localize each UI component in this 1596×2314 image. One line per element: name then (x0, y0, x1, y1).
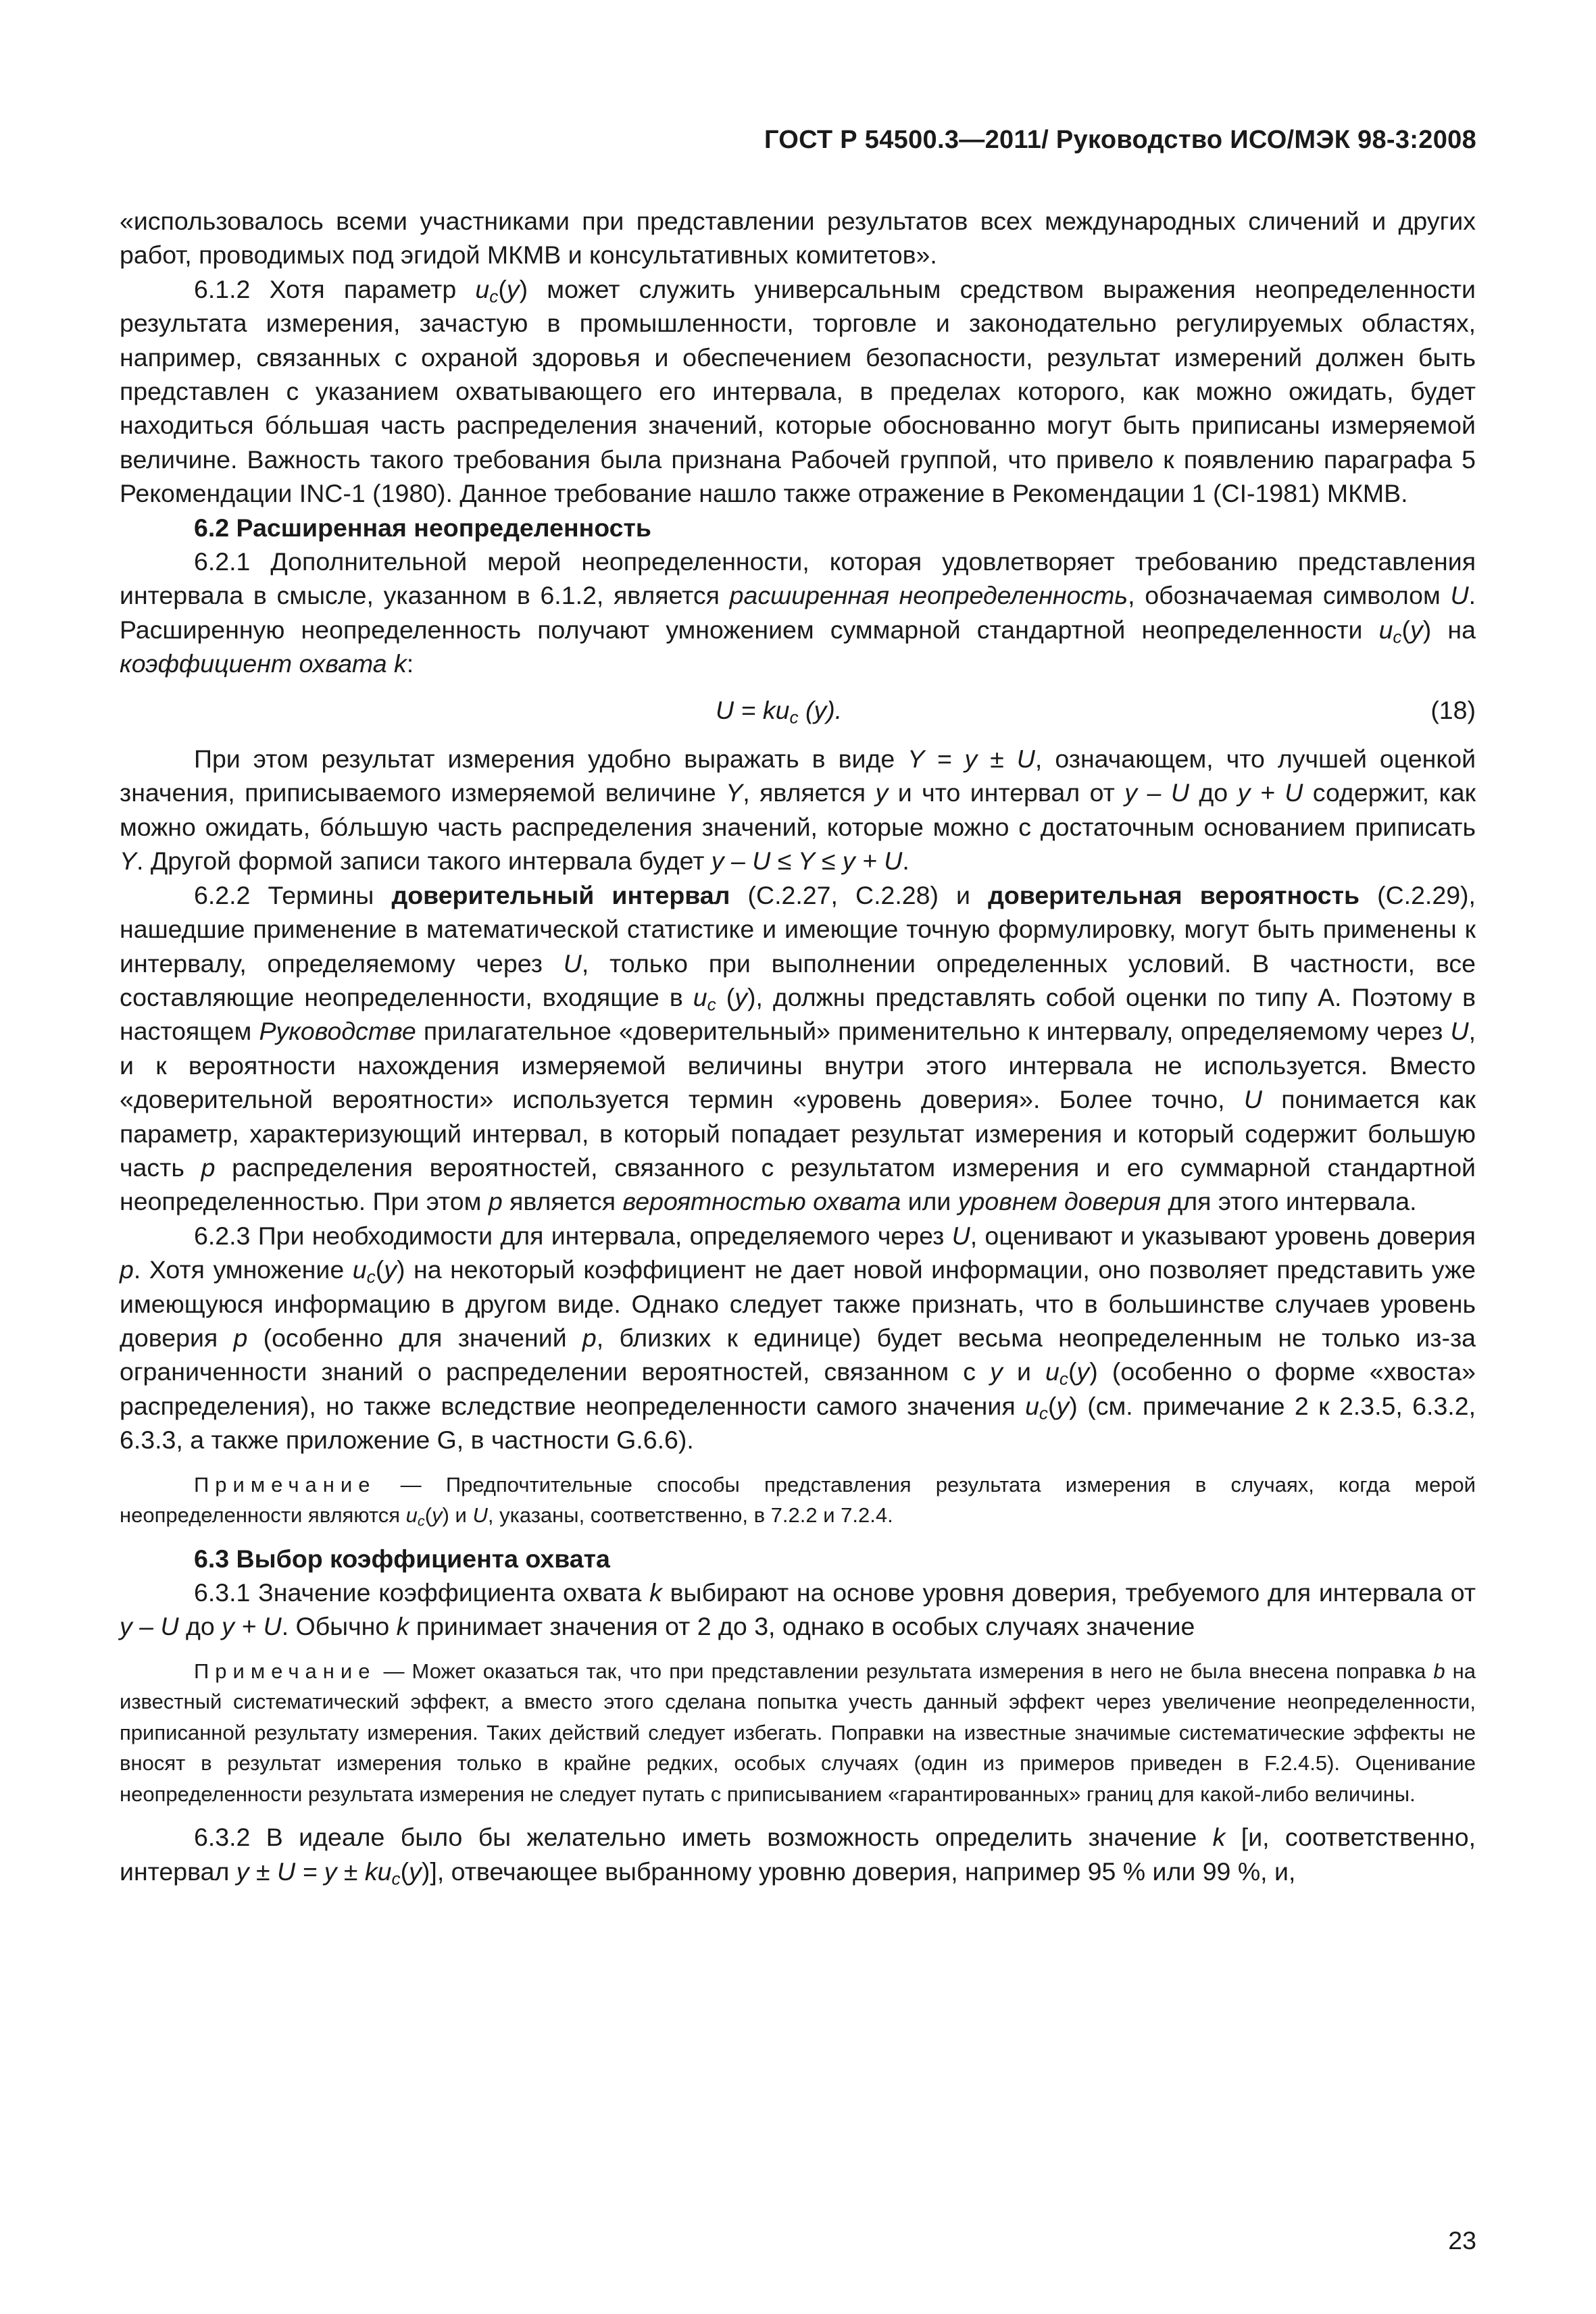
heading-6-3: 6.3 Выбор коэффициента охвата (194, 1544, 610, 1573)
formula-number: (18) (1430, 695, 1476, 724)
formula-expression: $U = ku_c$ (y). (716, 695, 843, 728)
paragraph-6-1-2: 6.1.2 Хотя параметр $u_c(y)$ может служить универсальным средством выражения неопределенности результата измерения, зачастую в промышленности, торговле и законодательно регулируемых областях, например, связанных с охраной здоровья и обеспечением безопасности, результат измерений должен быть представлен с указанием охватывающего его интервала, в пределах которого, как можно ожидать, будет находиться бóльшая часть распределения значений, которые обоснованно могут быть приписаны измеряемой величине. Важность такого требования была признана Рабочей группой, что привело к появлению параграфа 5 Рекомендации INC-1 (1980). Данное требование нашло также отражение в Рекомендации 1 (CI-1981) МКМВ. (120, 274, 1476, 508)
paragraph-6-2-1: 6.2.1 Дополнительной мерой неопределенности, которая удовлетворяет требованию представления интервала в смысле, указанном в 6.1.2, является расширенная неопределенность, обозначаемая символом U. Расширенную неопределенность получают умножением суммарной стандартной неопределенности $u_c(y)$ на коэффициент охвата k: (120, 547, 1476, 678)
running-header: ГОСТ Р 54500.3—2011/ Руководство ИСО/МЭК 98-3:2008 (764, 126, 1476, 154)
page-number: 23 (1448, 2226, 1476, 2255)
paragraph-6-2-2: 6.2.2 Термины доверительный интервал (С.2.27, С.2.28) и доверительная вероятность (С.2.29), нашедшие применение в математической статистике и имеющие точную формулировку, могут быть применены к интервалу, определяемому через U, только при выполнении определенных условий. В частности, все составляющие неопределенности, входящие в $u_c$ (y), должны представлять собой оценки по типу А. Поэтому в настоящем Руководстве прилагательное «доверительный» применительно к интервалу, определяемому через U, и к вероятности нахождения измеряемой величины внутри этого интервала не используется. Вместо «доверительной вероятности» используется термин «уровень доверия». Более точно, U понимается как параметр, характеризующий интервал, в который попадает результат измерения и который содержит большую часть p распределения вероятностей, связанного с результатом измерения и его суммарной стандартной неопределенностью. При этом p является вероятностью охвата или уровнем доверия для этого интервала. (120, 880, 1476, 1216)
paragraph-6-3-2: 6.3.2 В идеале было бы желательно иметь возможность определить значение k [и, соответственно, интервал $y \pm U = y \pm ku_c(y)$], отвечающее выбранному уровню доверия, например 95 % или 99 %, и, (120, 1823, 1476, 1889)
paragraph-6-2-3: 6.2.3 При необходимости для интервала, определяемого через U, оценивают и указывают уровень доверия p. Хотя умножение $u_c(y)$ на некоторый коэффициент не дает новой информации, оно позволяет представить уже имеющуюся информацию в другом виде. Однако следует также признать, что в большинстве случаев уровень доверия p (особенно для значений p, близких к единице) будет весьма неопределенным не только из-за ограниченности знаний о распределении вероятностей, связанном с y и $u_c(y)$ (особенно о форме «хвоста» распределения), но также вследствие неопределенности самого значения $u_c(y)$ (см. примечание 2 к 2.3.5, 6.3.2, 6.3.3, а также приложение G, в частности G.6.6). (120, 1221, 1476, 1455)
page-content (120, 204, 1476, 1888)
note-label: Примечание (194, 1472, 376, 1496)
note-presentation-methods: Примечание — Предпочтительные способы представления результата измерения в случаях, когда мерой неопределенности являются $u_c(y)$ и U, указаны, соответственно, в 7.2.2 и 7.2.4. (120, 1472, 1476, 1530)
paragraph-6-3-1: 6.3.1 Значение коэффициента охвата k выбирают на основе уровня доверия, требуемого для интервала от y – U до y + U. Обычно k принимает значения от 2 до 3, однако в особых случаях значение (120, 1578, 1476, 1641)
note-systematic-effect: Примечание — Может оказаться так, что при представлении результата измерения в него не была внесена поправка b на известный систематический эффект, а вместо этого сделана попытка учесть данный эффект через увеличение неопределенности, приписанной результату измерения. Таких действий следует избегать. Поправки на известные значимые систематические эффекты не вносят в результат измерения только в крайне редких, особых случаях (один из примеров приведен в F.2.4.5). Оценивание неопределенности результата измерения не следует путать с приписыванием «гарантированных» границ для какой-либо величины. (120, 1659, 1476, 1806)
formula-18 (120, 693, 1476, 727)
paragraph-result-expression: При этом результат измерения удобно выражать в виде Y = y ± U, означающем, что лучшей оценкой значения, приписываемого измеряемой величине Y, является y и что интервал от y – U до y + U содержит, как можно ожидать, бóльшую часть распределения значений, которые можно с достаточным основанием приписать Y. Другой формой записи такого интервала будет y – U ≤ Y ≤ y + U. (120, 745, 1476, 876)
heading-6-2: 6.2 Расширенная неопределенность (194, 513, 651, 542)
note-label: Примечание (194, 1659, 376, 1683)
paragraph-continuation: «использовалось всеми участниками при представлении результатов всех международных сличений и других работ, проводимых под эгидой МКМВ и консультативных комитетов». (120, 207, 1476, 270)
